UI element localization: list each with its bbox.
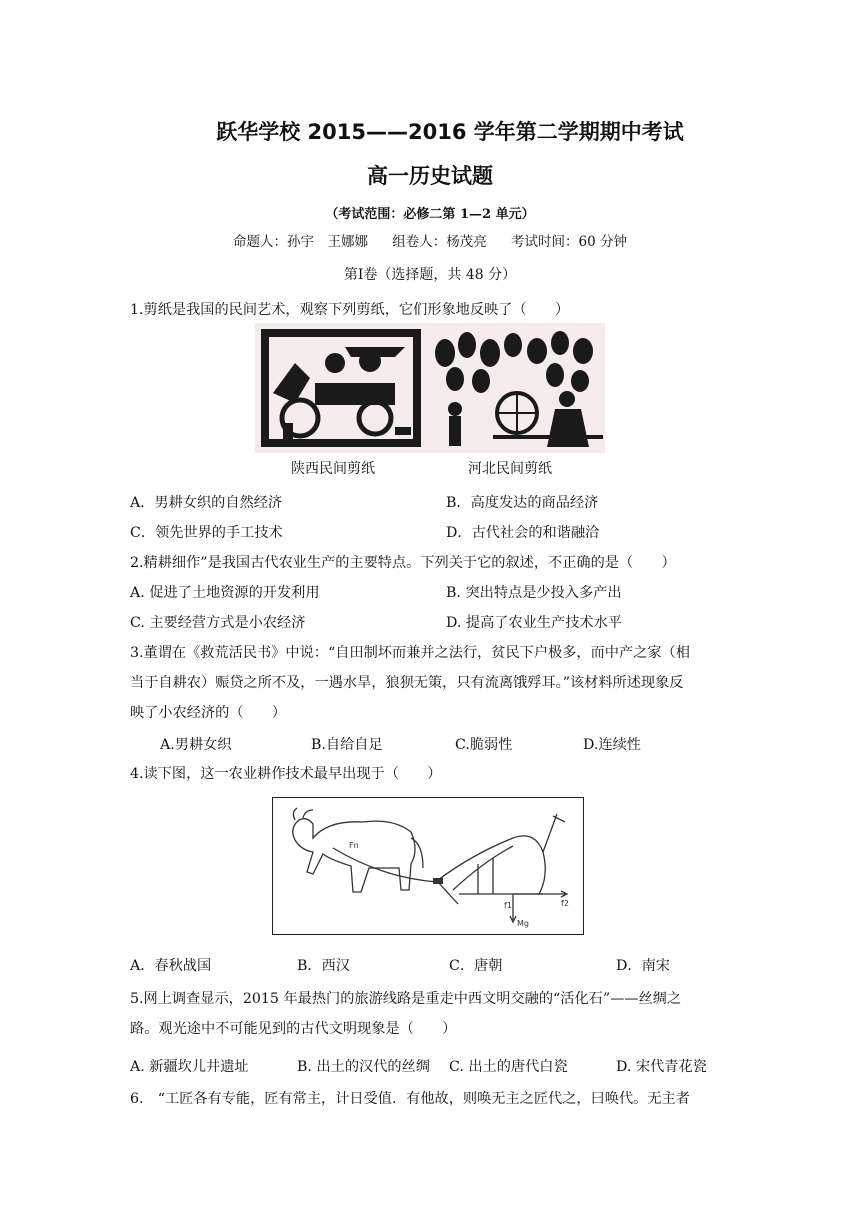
- papercut-drawing: [255, 323, 605, 453]
- q1-option-b: B．高度发达的商品经济: [446, 495, 599, 511]
- label-f2: f2: [561, 899, 569, 908]
- q3-option-b: B.自给自足: [311, 737, 383, 753]
- papercut-image: [255, 323, 605, 453]
- q1-stem: 1.剪纸是我国的民间艺术，观察下列剪纸，它们形象地反映了（ ）: [130, 302, 570, 318]
- label-f1: f1: [504, 901, 512, 910]
- q4-option-d: D．南宋: [616, 958, 670, 974]
- q5-line-1: 5.网上调查显示，2015 年最热门的旅游线路是重走中西文明交融的“活化石”——丝绸之: [130, 991, 682, 1007]
- authors: 命题人：孙宇 王娜娜: [232, 234, 368, 250]
- q3-line-1: 3.董谓在《救荒活民书》中说：“自田制坏而兼并之法行，贫民下户极多，而中产之家（相: [130, 645, 690, 661]
- q3-option-a: A.男耕女织: [160, 737, 232, 753]
- ox-plough-image: [272, 797, 584, 935]
- compiler: 组卷人：杨茂亮: [392, 234, 487, 250]
- q3-option-c: C.脆弱性: [455, 737, 513, 753]
- q2-option-c: C. 主要经营方式是小农经济: [130, 615, 306, 631]
- section-heading: 第Ⅰ卷（选择题，共 48 分）: [343, 267, 517, 283]
- q3-line-2: 当于自耕农）赈贷之所不及，一遇水旱，狼狈无策，只有流离饿殍耳。”该材料所述现象反: [130, 675, 684, 691]
- q4-option-b: B．西汉: [297, 958, 350, 974]
- caption-hebei: 河北民间剪纸: [468, 461, 552, 477]
- q5-option-a: A. 新疆坎儿井遗址: [130, 1059, 249, 1075]
- q6-line-1: 6. “工匠各有专能，匠有常主，计日受值．有他故，则唤无主之匠代之，曰唤代。无主者: [130, 1091, 690, 1107]
- q2-option-b: B. 突出特点是少投入多产出: [446, 585, 622, 601]
- exam-subtitle: 高一历史试题: [367, 164, 493, 188]
- q5-option-d: D. 宋代青花瓷: [616, 1059, 707, 1075]
- q4-stem: 4.读下图，这一农业耕作技术最早出现于（ ）: [130, 766, 442, 782]
- q2-option-d: D. 提高了农业生产技术水平: [446, 615, 622, 631]
- q4-option-c: C．唐朝: [449, 958, 503, 974]
- q3-line-3: 映了小农经济的（ ）: [130, 705, 287, 721]
- exam-time: 考试时间：60 分钟: [511, 234, 628, 250]
- label-mg: Mg: [517, 919, 529, 928]
- q5-option-b: B. 出土的汉代的丝绸: [297, 1059, 430, 1075]
- q5-option-c: C. 出土的唐代白瓷: [449, 1059, 568, 1075]
- q5-line-2: 路。观光途中不可能见到的古代文明现象是（ ）: [130, 1021, 457, 1037]
- q3-option-d: D.连续性: [583, 737, 641, 753]
- q1-option-d: D．古代社会的和谐融洽: [446, 525, 600, 541]
- exam-title: 跃华学校 2015——2016 学年第二学期期中考试: [216, 120, 684, 144]
- q1-option-a: A．男耕女织的自然经济: [130, 495, 283, 511]
- ox-plough-drawing: [273, 798, 582, 933]
- label-fn: Fn: [349, 841, 359, 850]
- q4-option-a: A．春秋战国: [130, 958, 212, 974]
- exam-meta: [0, 230, 860, 250]
- caption-shaanxi: 陕西民间剪纸: [291, 461, 375, 477]
- q2-stem: 2.精耕细作”是我国古代农业生产的主要特点。下列关于它的叙述，不正确的是（ ）: [130, 555, 676, 571]
- q2-option-a: A. 促进了土地资源的开发利用: [130, 585, 320, 601]
- q1-option-c: C．领先世界的手工技术: [130, 525, 283, 541]
- exam-scope: （考试范围：必修二第 1—2 单元）: [325, 207, 535, 222]
